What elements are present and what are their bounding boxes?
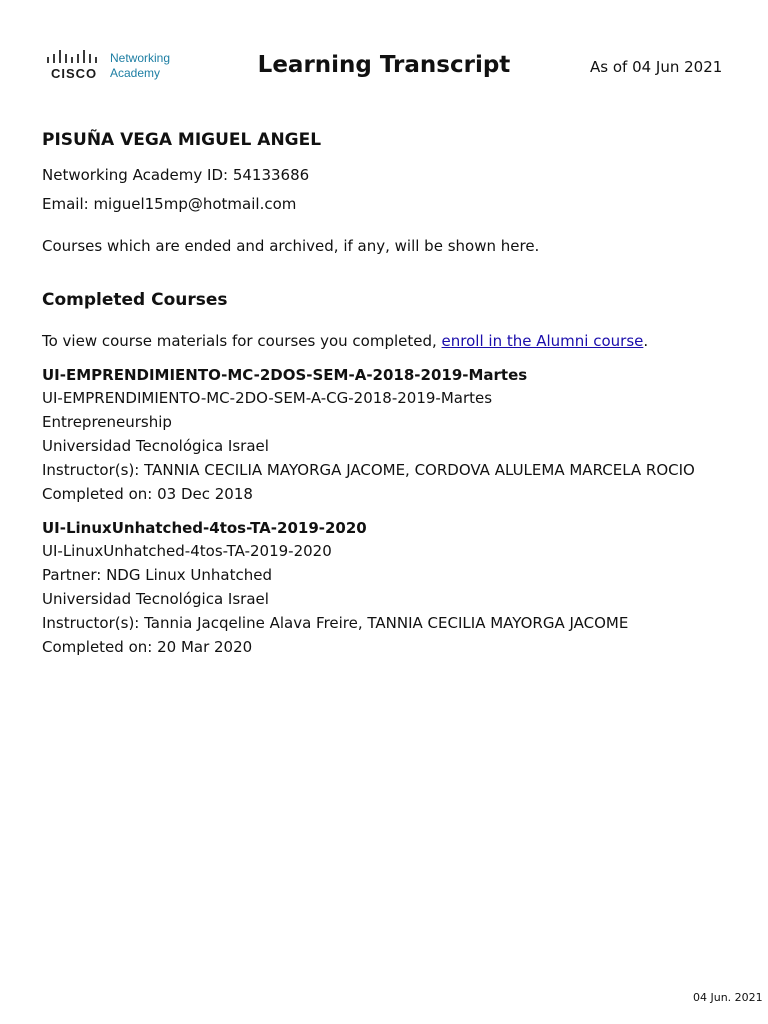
logo-line-1: Networking [110,51,171,65]
course-section: UI-EMPRENDIMIENTO-MC-2DO-SEM-A-CG-2018-2019-Martes [42,389,493,407]
course-title: UI-EMPRENDIMIENTO-MC-2DOS-SEM-A-2018-2019-Martes [42,366,528,384]
course-institution: Universidad Tecnológica Israel [42,590,269,608]
logo-line-2: Academy [110,66,161,80]
course-completed-on: Completed on: 20 Mar 2020 [42,638,253,656]
course-section: UI-LinuxUnhatched-4tos-TA-2019-2020 [42,542,332,560]
alumni-course-link[interactable]: enroll in the Alumni course [441,332,644,350]
completed-courses-heading: Completed Courses [42,290,228,310]
archived-notice: Courses which are ended and archived, if any, will be shown here. [42,237,540,255]
document-title: Learning Transcript [257,52,511,78]
email: Email: miguel15mp@hotmail.com [42,195,297,213]
footer-date: 04 Jun. 2021 [693,991,763,1004]
course-curriculum: Entrepreneurship [42,413,172,431]
course-title: UI-LinuxUnhatched-4tos-TA-2019-2020 [42,519,367,537]
course-curriculum: Partner: NDG Linux Unhatched [42,566,272,584]
course-instructors: Instructor(s): TANNIA CECILIA MAYORGA JACOME, CORDOVA ALULEMA MARCELA ROCIO [42,461,695,479]
alumni-intro [42,332,648,350]
alumni-intro-end: . [643,332,649,350]
student-name: PISUÑA VEGA MIGUEL ANGEL [42,130,322,150]
course-instructors: Instructor(s): Tannia Jacqeline Alava Freire, TANNIA CECILIA MAYORGA JACOME [42,614,629,632]
course-institution: Universidad Tecnológica Israel [42,437,269,455]
as-of-date: As of 04 Jun 2021 [590,58,723,76]
logo-brand: CISCO [51,66,98,81]
academy-id: Networking Academy ID: 54133686 [42,166,310,184]
course-completed-on: Completed on: 03 Dec 2018 [42,485,253,503]
alumni-intro-text: To view course materials for courses you completed, [42,332,442,350]
